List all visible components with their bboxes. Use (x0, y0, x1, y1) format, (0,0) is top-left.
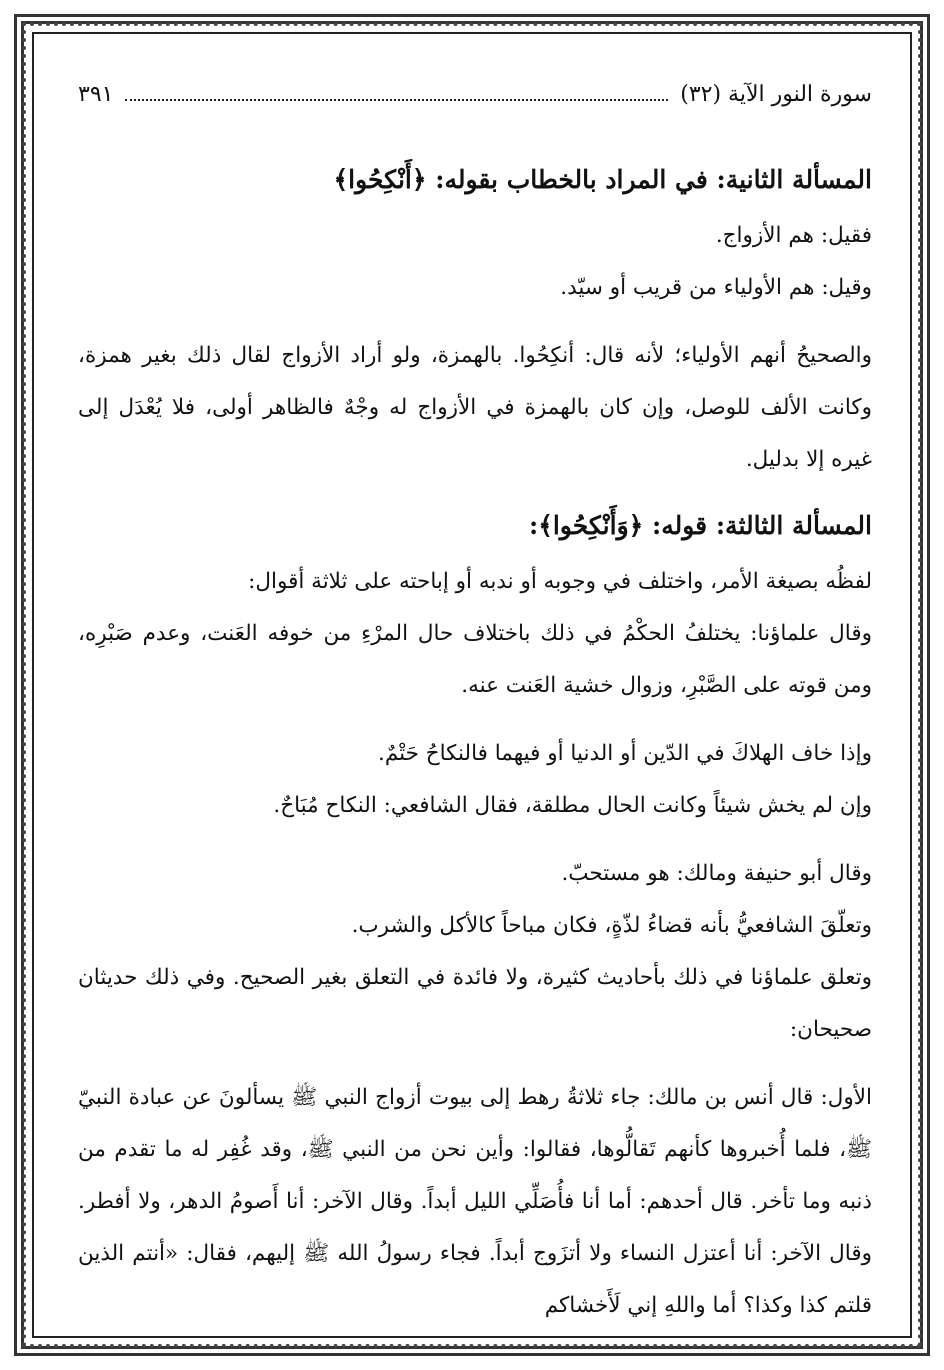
leader-dots (125, 85, 668, 101)
page-number: ٣٩١ (78, 82, 114, 107)
section-heading-q2: المسألة الثانية: في المراد بالخطاب بقوله: ﴿أَنْكِحُوا﴾ (333, 165, 872, 194)
paragraph: وإذا خاف الهلاكَ في الدّين أو الدنيا أو فيهما فالنكاحُ حَتْمٌ. (377, 741, 872, 766)
paragraph: والصحيحُ أنهم الأولياء؛ لأنه قال: أنكِحُوا. بالهمزة، ولو أراد الأزواج لقال ذلك بغير همزة، وكانت الألف للوصل، وإن كان بالهمزة في الأزواج له وجْهٌ فالظاهر أولى، فلا يُعْدَل إلى غيره إلا بدليل. (78, 343, 872, 472)
chapter-title: سورة النور الآية (٣٢) (680, 82, 872, 107)
paragraph: وتعلق علماؤنا في ذلك بأحاديث كثيرة، ولا فائدة في التعلق بغير الصحيح. وفي ذلك حديثان صحيحان: (78, 965, 872, 1042)
section-heading-q3: المسألة الثالثة: قوله: ﴿وَأَنْكِحُوا﴾: (528, 511, 872, 540)
paragraph-hadith: الأول: قال أنس بن مالك: جاء ثلاثةُ رهط إلى بيوت أزواج النبي ﷺ يسألونَ عن عبادة النبيّ ﷺ، فلما أُخبروها كأنهم تَقالُّوها، فقالوا: وأين نحن من النبي ﷺ، وقد غُفِر له ما تقدم من ذنبه وما تأخر. قال أحدهم: أما أنا فأُصَلِّي الليل أبداً. وقال الآخر: أنا أَصومُ الدهر، ولا أفطر. وقال الآخر: أنا أعتزل النساء ولا أتزَوج أبداً. فجاء رسولُ الله ﷺ إليهم، فقال: «أنتم الذين قلتم كذا وكذا؟ أما واللهِ إني لَأَخشاكم (78, 1085, 872, 1318)
page-content (78, 82, 872, 1332)
paragraph: وإن لم يخش شيئاً وكانت الحال مطلقة، فقال الشافعي: النكاح مُبَاحٌ. (273, 793, 872, 818)
paragraph: وقيل: هم الأولياء من قريب أو سيّد. (560, 275, 872, 300)
paragraph: وقال علماؤنا: يختلفُ الحكْمُ في ذلك باختلاف حال المرْءِ من خوفه العَنت، وعدم صَبْرِه، ومن قوته على الصَّبْرِ، وزوال خشية العَنت عنه. (78, 621, 872, 698)
paragraph: وقال أبو حنيفة ومالك: هو مستحبّ. (561, 861, 872, 886)
paragraph: لفظُه بصيغة الأمر، واختلف في وجوبه أو ندبه أو إباحته على ثلاثة أقوال: (248, 569, 872, 594)
running-header (78, 82, 872, 116)
paragraph: وتعلّقَ الشافعيُّ بأنه قضاءُ لذّةٍ، فكان مباحاً كالأكل والشرب. (351, 913, 872, 938)
paragraph: فقيل: هم الأزواج. (715, 223, 872, 248)
